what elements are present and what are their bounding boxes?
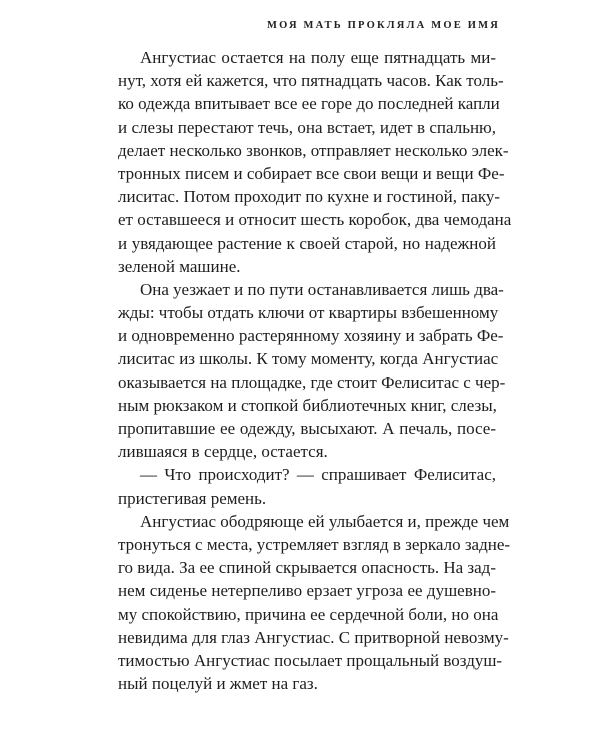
text-line: ет оставшееся и относит шесть коробок, два чемодана (118, 210, 512, 230)
paragraph (118, 510, 511, 696)
text-line: делает несколько звонков, отправляет несколько элек- (118, 140, 509, 160)
paragraph (118, 46, 512, 278)
text-line: пристегивая ремень. (118, 488, 267, 508)
text-line: Ангустиас ободряюще ей улыбается и, прежде чем (140, 511, 510, 531)
text-line: ным рюкзаком и стопкой библиотечных книг, слезы, (118, 395, 497, 415)
paragraph (118, 278, 506, 464)
text-line: жды: чтобы отдать ключи от квартиры взбешенному (118, 303, 499, 323)
text-line: Она уезжает и по пути останавливается лишь два- (140, 279, 504, 299)
running-head: МОЯ МАТЬ ПРОКЛЯЛА МОЕ ИМЯ (266, 20, 500, 31)
text-line: го вида. За ее спиной скрывается опасность. На зад- (118, 558, 496, 578)
text-line: тимостью Ангустиас посылает прощальный воздуш- (118, 650, 503, 670)
paragraph (118, 463, 496, 509)
text-line: зеленой машине. (118, 256, 241, 276)
text-line: нем сиденье нетерпеливо ерзает угроза ее душевно- (118, 581, 496, 601)
text-line: нут, хотя ей кажется, что пятнадцать часов. Как толь- (118, 71, 504, 91)
text-line: и увядающее растение к своей старой, но надежной (118, 233, 496, 253)
body-text (118, 46, 512, 695)
text-line: и одновременно растерянному хозяину и забрать Фе- (118, 326, 504, 346)
text-line: Ангустиас остается на полу еще пятнадцать ми- (140, 48, 496, 67)
text-line: лившаяся в сердце, остается. (118, 442, 328, 462)
text-line: оказывается на площадке, где стоит Фелиситас с чер- (118, 372, 506, 392)
text-line: и слезы перестают течь, она встает, идет в спальню, (118, 117, 496, 137)
text-line: пропитавшие ее одежду, высыхают. А печаль, посе- (118, 419, 496, 438)
text-line: невидима для глаз Ангустиас. С притворной невозму- (118, 627, 509, 647)
text-line: ко одежда впитывает все ее горе до последней капли (118, 94, 500, 114)
text-line: лиситас. Потом проходит по кухне и гостиной, паку- (118, 187, 501, 207)
text-line: тронуться с места, устремляет взгляд в зеркало задне- (118, 534, 511, 554)
text-line: тронных писем и собирает все свои вещи и вещи Фе- (118, 163, 505, 183)
text-line: — Что происходит? — спрашивает Фелиситас, (140, 465, 496, 485)
text-line: лиситас из школы. К тому моменту, когда Ангустиас (118, 349, 499, 369)
text-line: ный поцелуй и жмет на газ. (118, 674, 318, 694)
text-line: му спокойствию, причина ее сердечной боли, но она (118, 604, 499, 624)
